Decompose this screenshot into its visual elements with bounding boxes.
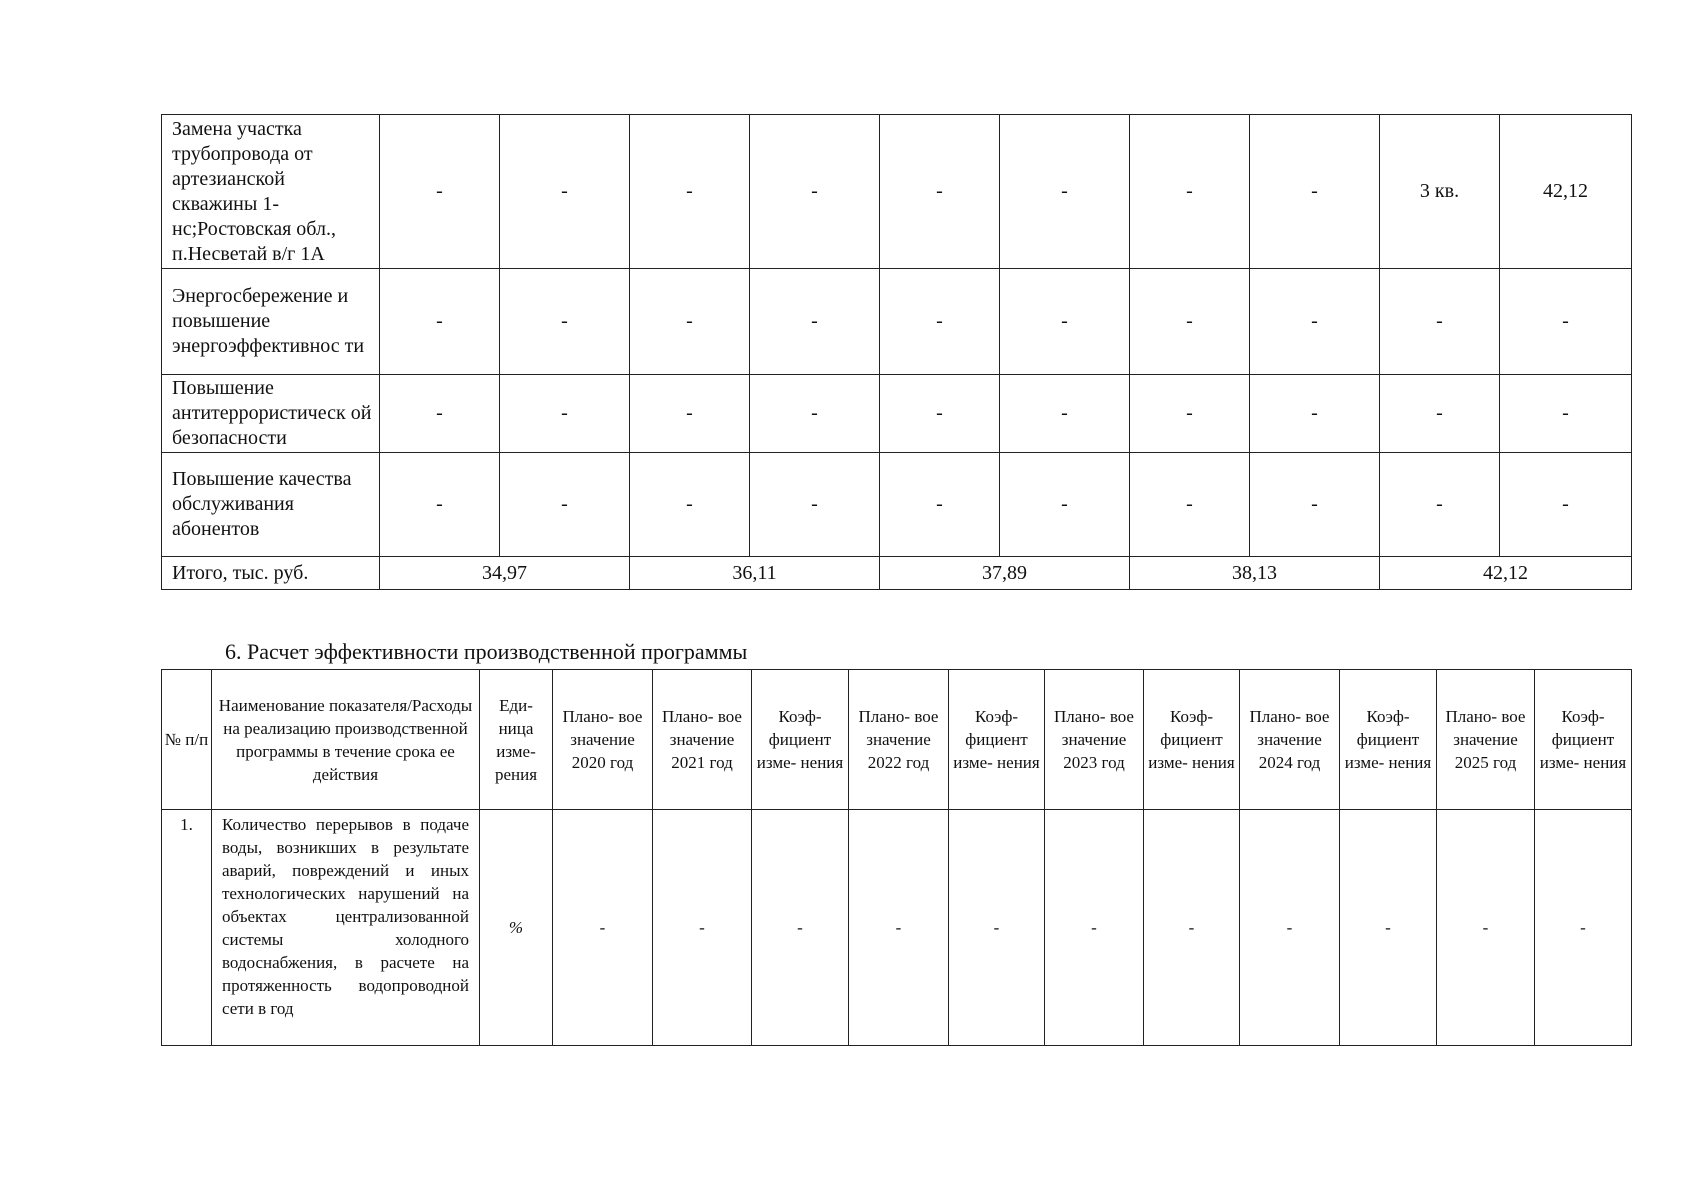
column-header: Коэф- фициент изме- нения [1535,670,1632,810]
cell: - [1500,453,1632,557]
row-number: 1. [162,810,212,1046]
investment-table [161,114,1632,590]
row-name: Повышение антитеррористическ ой безопасности [162,375,380,453]
row-name: Повышение качества обслуживания абонентов [162,453,380,557]
cell: - [500,375,630,453]
cell: - [1000,375,1130,453]
cell: - [752,810,849,1046]
cell: - [1000,453,1130,557]
cell: - [880,375,1000,453]
table-row [162,269,1632,375]
cell: - [1240,810,1340,1046]
table-row [162,453,1632,557]
cell: 42,12 [1500,115,1632,269]
cell: - [380,375,500,453]
cell: - [1045,810,1144,1046]
cell: - [1250,115,1380,269]
cell: - [653,810,752,1046]
cell: - [380,269,500,375]
cell: - [500,453,630,557]
cell: - [750,375,880,453]
cell: - [630,375,750,453]
cell: - [630,269,750,375]
cell: - [1000,269,1130,375]
cell: - [880,269,1000,375]
cell: - [1250,375,1380,453]
cell: - [500,115,630,269]
indicator-name: Количество перерывов в подаче воды, возникших в результате аварий, повреждений и иных технологических нарушений на объектах централизованной системы холодного водоснабжения, в расчете на протяженность водопроводной сети в год [212,810,480,1046]
section-title: 6. Расчет эффективности производственной программы [225,639,748,664]
cell: - [1130,375,1250,453]
cell: - [1000,115,1130,269]
total-row [162,557,1632,590]
cell: - [630,115,750,269]
cell: - [750,115,880,269]
unit-cell: % [480,810,553,1046]
cell: - [1250,453,1380,557]
table-row [162,810,1632,1046]
total-value: 36,11 [630,557,880,590]
cell: - [1130,115,1250,269]
cell: - [880,453,1000,557]
header-row [162,670,1632,810]
cell: - [1500,375,1632,453]
total-value: 42,12 [1380,557,1632,590]
column-header: Плано- вое значение 2024 год [1240,670,1340,810]
cell: - [1437,810,1535,1046]
cell: - [1380,269,1500,375]
efficiency-table [161,669,1632,1046]
total-label: Итого, тыс. руб. [162,557,380,590]
cell: - [1250,269,1380,375]
column-header: Коэф- фициент изме- нения [1144,670,1240,810]
cell: - [553,810,653,1046]
cell: - [750,453,880,557]
cell: - [1130,269,1250,375]
cell: - [849,810,949,1046]
total-value: 37,89 [880,557,1130,590]
row-name: Энергосбережение и повышение энергоэффективнос ти [162,269,380,375]
cell: - [1380,453,1500,557]
column-header: № п/п [162,670,212,810]
column-header: Коэф- фициент изме- нения [1340,670,1437,810]
column-header: Наименование показателя/Расходы на реализацию производственной программы в течение срока ее действия [212,670,480,810]
cell: - [1500,269,1632,375]
total-value: 38,13 [1130,557,1380,590]
column-header: Коэф- фициент изме- нения [752,670,849,810]
column-header: Плано- вое значение 2025 год [1437,670,1535,810]
row-name: Замена участка трубопровода от артезианской скважины 1-нс;Ростовская обл., п.Несветай в/г 1А [162,115,380,269]
cell: - [880,115,1000,269]
cell: - [630,453,750,557]
column-header: Коэф- фициент изме- нения [949,670,1045,810]
cell: - [1535,810,1632,1046]
cell: - [500,269,630,375]
table-row [162,115,1632,269]
cell: - [750,269,880,375]
total-value: 34,97 [380,557,630,590]
cell: - [1340,810,1437,1046]
column-header: Плано- вое значение 2021 год [653,670,752,810]
cell: 3 кв. [1380,115,1500,269]
column-header: Еди- ница изме- рения [480,670,553,810]
cell: - [949,810,1045,1046]
column-header: Плано- вое значение 2022 год [849,670,949,810]
cell: - [1380,375,1500,453]
cell: - [380,115,500,269]
table-row [162,375,1632,453]
column-header: Плано- вое значение 2020 год [553,670,653,810]
cell: - [380,453,500,557]
column-header: Плано- вое значение 2023 год [1045,670,1144,810]
cell: - [1130,453,1250,557]
cell: - [1144,810,1240,1046]
